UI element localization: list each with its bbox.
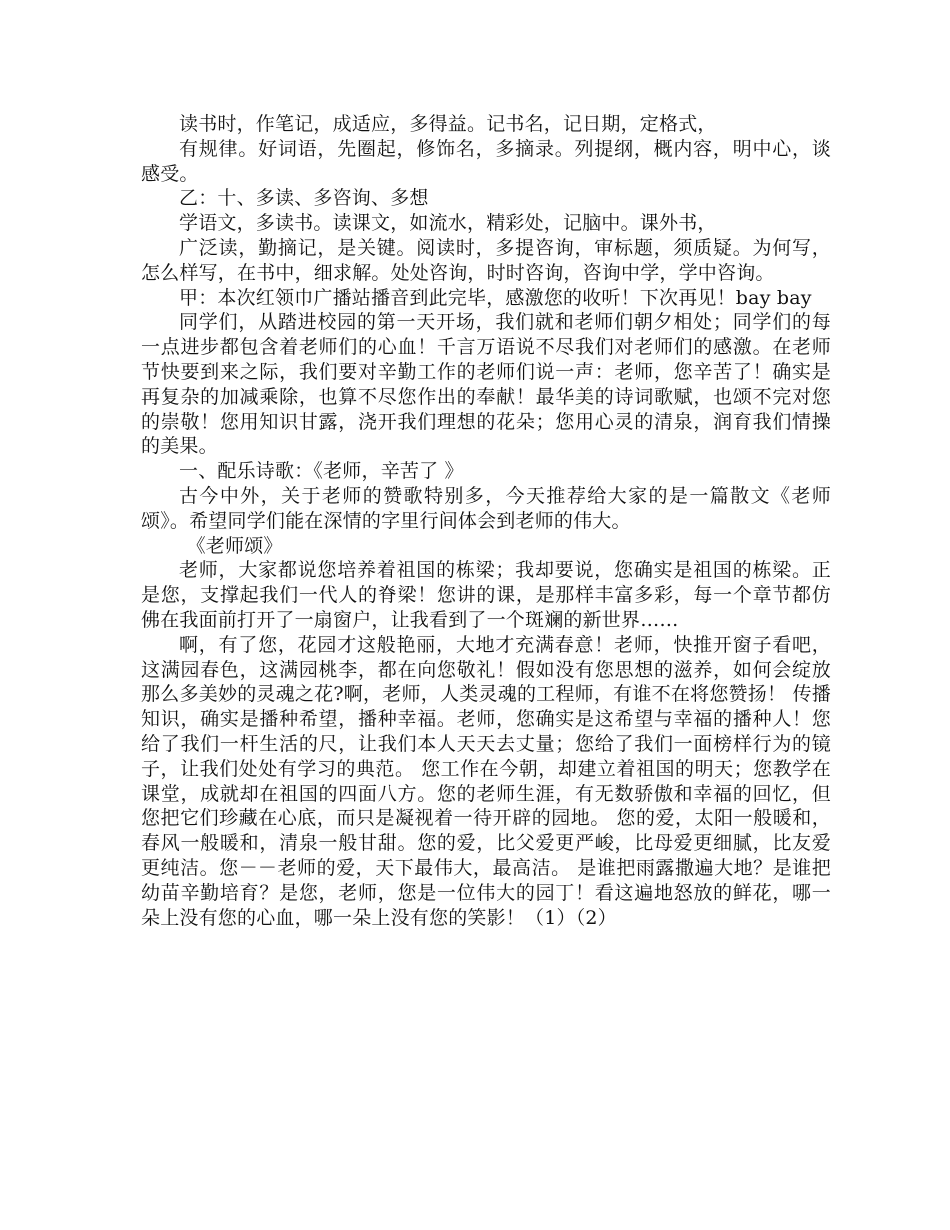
section-heading-poem: 一、配乐诗歌：《老师，辛苦了 》 bbox=[179, 460, 464, 483]
paragraph-essay-body-2: 啊，有了您，花园才这般艳丽，大地才充满春意！老师，快推开窗子看吧，这满园春色，这满园桃李，都在向您敬礼！假如没有您思想的滋养，如何会绽放那么多美妙的灵魂之花?啊，老师，人类灵魂的工程师，有谁不在将您赞扬！ 传播知识，确实是播种希望，播种幸福。老师，您确实是这希望与幸福的播种人！您给了我们一杆生活的尺，让我们本人天天去丈量；您给了我们一面榜样行为的镜子，让我们处处有学习的典范。 您工作在今朝，却建立着祖国的明天；您教学在课堂，成就却在祖国的四面八方。您的老师生涯，有无数骄傲和幸福的回忆，但您把它们珍藏在心底，而只是凝视着一待开辟的园地。 您的爱，太阳一般暖和，春风一般暖和，清泉一般甘甜。您的爱，比父爱更严峻，比母爱更细腻，比友爱更纯洁。您－－老师的爱，天下最伟大，最高洁。 是谁把雨露撒遍大地？是谁把幼苗辛勤培育？是您，老师，您是一位伟大的园丁！看这遍地怒放的鲜花，哪一朵上没有您的心血，哪一朵上没有您的笑影！（1）（2） bbox=[141, 633, 831, 929]
essay-title: 《老师颂》 bbox=[186, 534, 283, 557]
paragraph-teachers-day-intro: 同学们，从踏进校园的第一天开场，我们就和老师们朝夕相处；同学们的每一点进步都包含着老师们的心血！千言万语说不尽我们对老师们的感激。在老师节快要到来之际，我们要对辛勤工作的老师们说一声：老师，您辛苦了！确实是再复杂的加减乘除，也算不尽您作出的奉献！最华美的诗词歌赋，也颂不完对您的崇敬！您用知识甘露，浇开我们理想的花朵；您用心灵的清泉，润育我们情操的美果。 bbox=[141, 311, 831, 458]
paragraph-reading-notes: 读书时，作笔记，成适应，多得益。记书名，记日期，定格式， bbox=[179, 113, 717, 135]
paragraph-broadcast-closing: 甲：本次红领巾广播站播音到此完毕，感激您的收听！下次再见！bay bay bbox=[179, 286, 812, 309]
paragraph-extensive-reading: 广泛读，勤摘记，是关键。阅读时，多提咨询，审标题，须质疑。为何写，怎么样写，在书中，细求解。处处咨询，时时咨询，咨询中学，学中咨询。 bbox=[141, 236, 831, 284]
paragraph-study-chinese: 学语文，多读书。读课文，如流水，精彩处，记脑中。课外书， bbox=[179, 212, 717, 235]
paragraph-essay-body-1: 老师，大家都说您培养着祖国的栋梁；我却要说，您确实是祖国的栋梁。正是您，支撑起我们一代人的脊梁！您讲的课，是那样丰富多彩，每一个章节都仿佛在我面前打开了一扇窗户，让我看到了一个斑斓的新世界…… bbox=[141, 559, 831, 631]
paragraph-yi-heading: 乙：十、多读、多咨询、多想 bbox=[179, 187, 429, 210]
paragraph-essay-intro: 古今中外，关于老师的赞歌特别多，今天推荐给大家的是一篇散文《老师颂》。希望同学们能在深情的字里行间体会到老师的伟大。 bbox=[141, 484, 831, 532]
document-page bbox=[141, 112, 831, 930]
paragraph-reading-rules: 有规律。好词语，先圈起，修饰名，多摘录。列提纲，概内容，明中心，谈感受。 bbox=[141, 137, 831, 185]
